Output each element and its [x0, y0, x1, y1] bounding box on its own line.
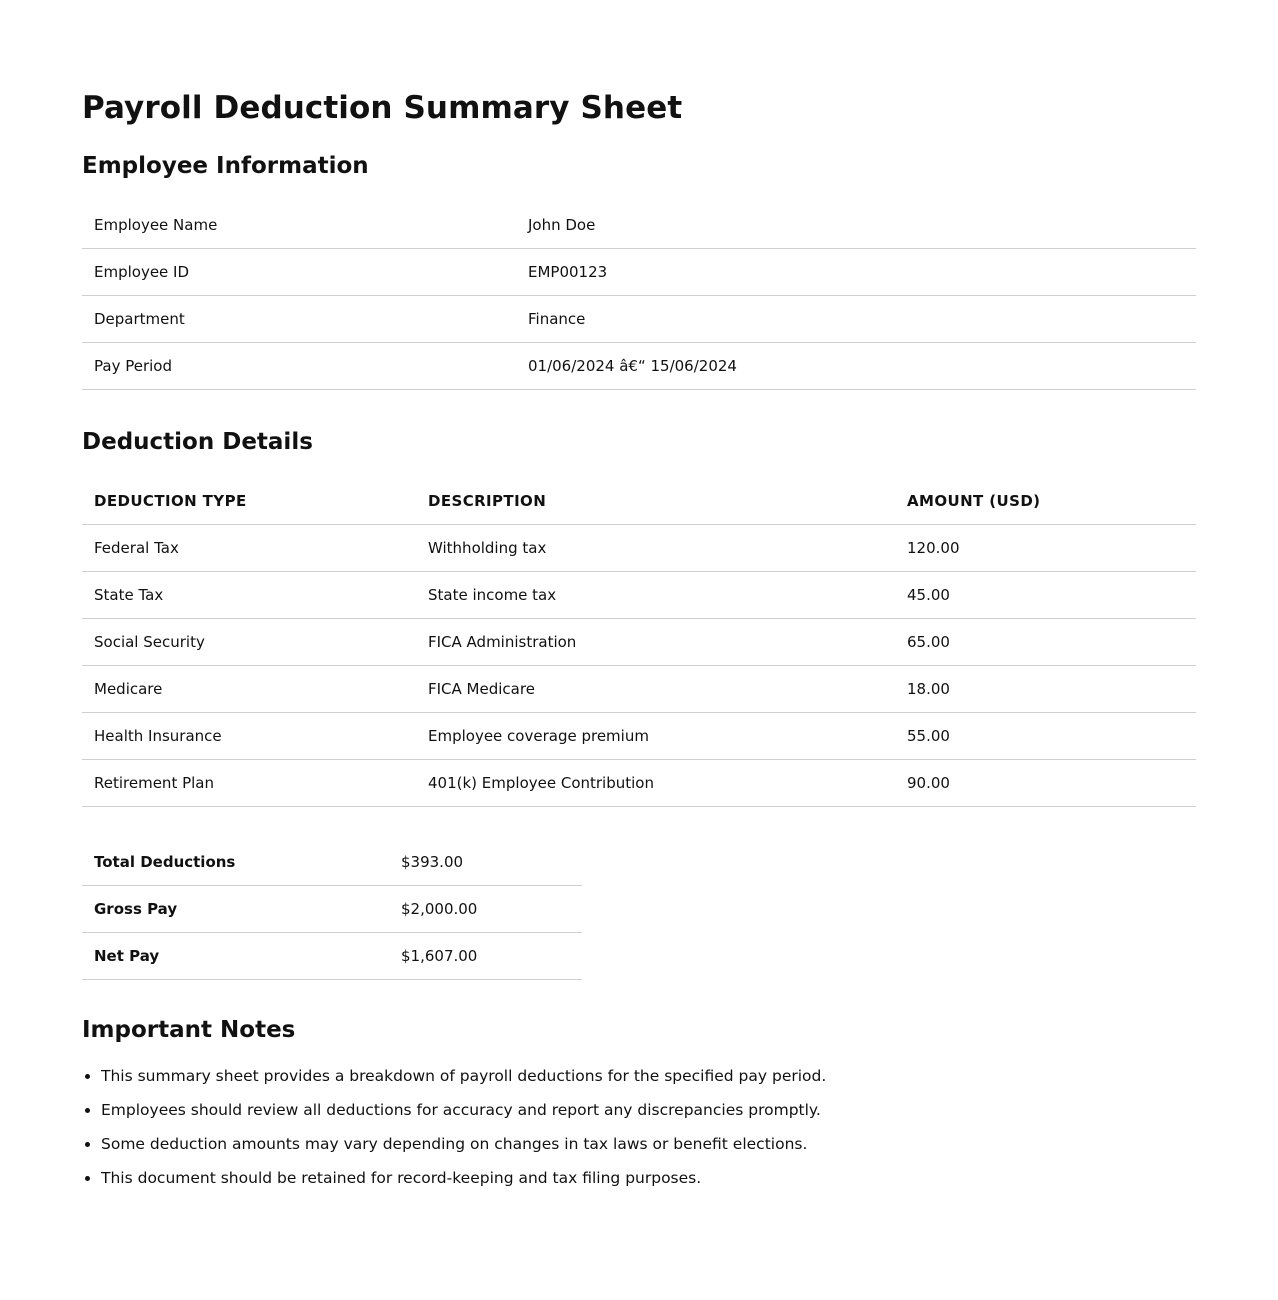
description-cell: FICA Medicare [416, 666, 895, 713]
important-notes-heading: Important Notes [82, 1017, 296, 1043]
table-row [82, 760, 1196, 807]
description-cell: State income tax [416, 572, 895, 619]
pay-period-label: Pay Period [82, 343, 516, 390]
deduction-type-cell: Social Security [82, 619, 416, 666]
employee-info-heading: Employee Information [82, 153, 369, 179]
list-item: • This summary sheet provides a breakdown of payroll deductions for the specified pay period. [101, 1066, 1196, 1086]
net-pay-value: $1,607.00 [389, 933, 582, 980]
employee-name-label: Employee Name [82, 202, 516, 249]
employee-id-label: Employee ID [82, 249, 516, 296]
deduction-type-cell: Federal Tax [82, 525, 416, 572]
table-row [82, 886, 582, 933]
employee-info-table [82, 202, 1196, 390]
deduction-type-cell: Retirement Plan [82, 760, 416, 807]
deduction-type-cell: Health Insurance [82, 713, 416, 760]
deduction-type-cell: State Tax [82, 572, 416, 619]
description-cell: Withholding tax [416, 525, 895, 572]
deduction-type-cell: Medicare [82, 666, 416, 713]
total-deductions-value: $393.00 [389, 839, 582, 886]
net-pay-label: Net Pay [82, 933, 389, 980]
notes-list [82, 1066, 1196, 1188]
table-row [82, 619, 1196, 666]
table-row [82, 202, 1196, 249]
department-value: Finance [516, 296, 1196, 343]
table-row [82, 343, 1196, 390]
deduction-table [82, 478, 1196, 807]
table-header-row [82, 478, 1196, 525]
employee-name-value: John Doe [516, 202, 1196, 249]
description-cell: 401(k) Employee Contribution [416, 760, 895, 807]
table-row [82, 666, 1196, 713]
table-row [82, 839, 582, 886]
summary-table [82, 839, 582, 980]
pay-period-value: 01/06/2024 â€“ 15/06/2024 [516, 343, 1196, 390]
table-row [82, 933, 582, 980]
amount-cell: 65.00 [895, 619, 1196, 666]
employee-id-value: EMP00123 [516, 249, 1196, 296]
gross-pay-value: $2,000.00 [389, 886, 582, 933]
table-row [82, 572, 1196, 619]
amount-cell: 18.00 [895, 666, 1196, 713]
page-title: Payroll Deduction Summary Sheet [82, 90, 683, 126]
amount-cell: 55.00 [895, 713, 1196, 760]
list-item: • This document should be retained for record-keeping and tax filing purposes. [101, 1168, 1196, 1188]
table-row [82, 525, 1196, 572]
amount-cell: 90.00 [895, 760, 1196, 807]
description-cell: FICA Administration [416, 619, 895, 666]
table-row [82, 249, 1196, 296]
table-row [82, 713, 1196, 760]
total-deductions-label: Total Deductions [82, 839, 389, 886]
amount-cell: 45.00 [895, 572, 1196, 619]
description-cell: Employee coverage premium [416, 713, 895, 760]
deduction-details-heading: Deduction Details [82, 429, 313, 455]
list-item: • Employees should review all deductions for accuracy and report any discrepancies promptly. [101, 1100, 1196, 1120]
column-header-amount: AMOUNT (USD) [895, 478, 1196, 525]
column-header-description: DESCRIPTION [416, 478, 895, 525]
department-label: Department [82, 296, 516, 343]
amount-cell: 120.00 [895, 525, 1196, 572]
table-row [82, 296, 1196, 343]
column-header-deduction-type: DEDUCTION TYPE [82, 478, 416, 525]
list-item: • Some deduction amounts may vary depending on changes in tax laws or benefit elections. [101, 1134, 1196, 1154]
gross-pay-label: Gross Pay [82, 886, 389, 933]
